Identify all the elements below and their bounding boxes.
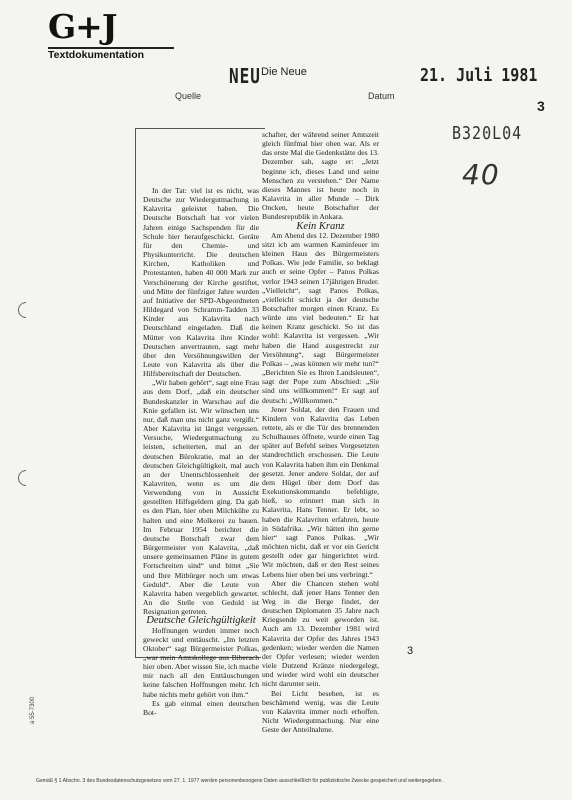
article-paragraph: Am Abend des 12. Dezember 1980 sitzt ich am warmen Kaminfeuer im kleinen Haus des Bürgermeisters Polkas. Wie jede Familie, so beklagt auch er seine Opfer – Panos Polkas verlor 1943 seinen 17jährigen Bruder. „Vielleicht“, sagt Panos Polkas, „vielleicht schickt ja der deutsche Botschafter morgen einen Kranz. Es würde uns viel bedeuten.“ Er hat keinen Kranz geschickt. So ist das wohl: Kalavrita ist vergessen. „Wir haben die Hand ausgestreckt zur Versöhnung“, sagt Bürgermeister Polkas – „was können wir mehr tun?“ „Berichten Sie es Ihren Landsleuten“, sagt der Pope zum Abschied: „Sie sind uns willkommen!“ Er sagt auf deutsch: „Willkommen.“ [262,230,379,405]
article-paragraph: Aber die Chancen stehen wohl schlecht, daß jener Hans Tenner den Weg in die Berge findet, der deutschen Diplomaten 35 Jahre nach Kriegsende zu weit geworden ist. Auch am 13. Dezember 1981 wird Kalavrita der Opfer des Jahres 1943 gedenken; wieder werden die Namen der Opfer verlesen; wieder werden viele Dutzend Kränze niedergelegt, und wieder wird wohl ein deutscher nicht darunter sein. [262,578,379,689]
punch-hole-icon [15,299,38,322]
article-column-left [143,186,259,717]
source-paper: Die Neue [261,66,307,78]
archive-code: B320L04 [452,122,523,144]
article-subheading: Deutsche Gleichgültigkeit [146,615,256,627]
logo-subtitle: Textdokumentation [48,49,145,61]
date-stamp: 21. Juli 1981 [420,64,538,86]
punch-hole-icon [15,467,38,490]
article-paragraph: schafter, der während seiner Amtszeit gleich fünfmal hier oben war. Als er das erste Mal die Gedenkstätte des 13. Dezember sah, sagte er: „Jetzt beginne ich, dieses Land und seine Menschen zu verstehen.“ Der Name dieses Mannes ist heute noch in Kalavrita in aller Munde – Dirk Oncken, heute Botschafter der Bundesrepublik in Ankara. [262,130,379,222]
date-label: Datum [368,91,395,101]
article-paragraph: „Wir haben gehört“, sagt eine Frau aus dem Dorf, „daß ein deutscher Bundeskanzler in Warschau auf die Knie gefallen ist. Wir wünschen uns nur, daß man uns nicht ganz vergißt.“ Aber Kalavrita ist längst vergessen. Versuche, Wiedergutmachung zu leisten, scheiterten, mal an der deutschen Bürokratie, mal an der deutschen Gleichgültigkeit, mal auch an der Unentschlossenheit der Kalavriten, wenn es um die Verwendung von in Aussicht gestellten Hilfsgeldern ging. Da gab es den Plan, hier oben Milchkühe zu halten und eine Molkerei zu bauen. Im Februar 1954 berichtet die deutsche Botschaft zwar dem Bürgermeister von Kalavrita, „daß unsere gemeinsamen Pläne in gutem Fortschreiten sind“ und bittet „Sie und Ihre Mitbürger noch um etwas Geduld“. Aber die Leute von Kalavrita haben vergeblich gewartet. An die Stelle von Geduld ist Resignation getreten. [143,378,259,617]
side-code: a 55-7300 [30,696,36,724]
article-paragraph: Jener Soldat, der den Frauen und Kindern von Kalavrita das Leben rettete, als er die Tür des brennenden Schulhauses öffnete, wurde einen Tag später auf Befehl seines Vorgesetzten standrechtlich erschossen. Die Leute von Kalavrita haben ihm ein Denkmal gesetzt. Jener andere Soldat, der auf dem Hügel über dem Dorf das Exekutionskommando befehligte, hieß, so erinnert man sich in Kalavrita, Hans Tenner. Er lebt, so haben die Kalavriten erfahren, heute in Südafrika. „Wir hätten ihn gerne hier“ sagt Panos Polkas. „Wir möchten nicht, daß er vor ein Gericht gestellt oder gar hingerichtet wird. Wir möchten, daß er den Rest seines Lebens hier oben bei uns verbringt.“ [262,404,379,579]
source-label: Quelle [175,91,202,101]
article-column-right [262,130,379,734]
corner-number: 3 [537,98,545,114]
source-stamp: NEU [229,64,261,88]
article-paragraph: In der Tat: viel ist es nicht, was Deutsche zur Wiedergutmachung in Kalavrita geleistet haben. Die Deutsche Botschaft hat vor vielen Jahren einige Sachspenden für die Schule hier heraufgeschickt. Geräte für den Chemie- und Physikunterricht. Die deutschen Kirchen, Katholiken und Protestanten, haben 40 000 Mark zur Verschönerung der Kirche gestiftet, und Mitte der fünfziger Jahre wurden auf Initiative der SPD-Abgeordneten Hildegard von Schramm-Tadden 33 Kinder aus Kalavrita nach Deutschland eingeladen. Daß die Mütter von Kalavrita ihre Kinder Deutschen anvertrauten, sagt mehr über den Versöhnungswillen der Leute von Kalavrita als über die Hilfsbereitschaft der Deutschen. [143,186,259,379]
footer-notice: Gemäß § 1 Abschn. 3 des Bundesdatenschutzgesetzes vom 27. 1. 1977 werden personenbezogene Daten ausschließlich für publizistische Zwecke gespeichert und weitergegeben. [36,778,443,784]
article-subheading: Kein Kranz [296,220,345,232]
article-paragraph: Es gab einmal einen deutschen Bot- [143,698,259,717]
handwritten-number: 40 [462,158,500,191]
clipping-edge-left [135,128,136,658]
page-marker: 3 [407,645,414,657]
clipping-edge-top [135,128,265,129]
article-paragraph: Hoffnungen wurden immer noch geweckt und enttäuscht. „Im letzten Oktober“ sagt Bürgermeister Polkas, „war mein Amtskollege aus Biberach hier oben. Aber wissen Sie, ich mache mir nach all den Enttäuschungen keine falschen Hoffnungen mehr. Ich habe nichts mehr gehört von ihm.“ [143,625,259,699]
article-paragraph: Bei Licht besehen, ist es beschämend wenig, was die Leute von Kalavrita immer noch erhoffen. Nicht Wiedergutmachung. Nur eine Geste der Anteilnahme. [262,688,379,735]
logo: G+J [48,7,117,46]
